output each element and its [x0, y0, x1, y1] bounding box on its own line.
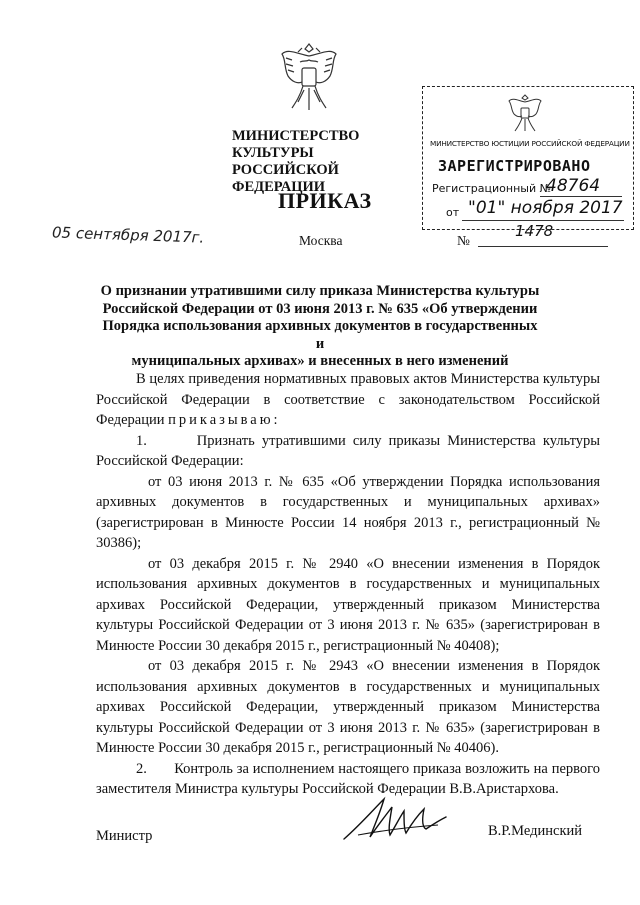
stamp-date-underline [462, 220, 624, 221]
paragraph-item-2: 2. Контроль за исполнением настоящего приказа возложить на первого заместителя Министра культуры Российской Федерации В.В.Аристархова. [96, 760, 600, 797]
document-type: ПРИКАЗ [278, 188, 372, 213]
stamp-date: "01" ноября 2017 [468, 198, 623, 218]
number-label: № [457, 233, 470, 248]
title-line-3: Порядка использования архивных документов в государственных и [102, 318, 538, 352]
stamp-number-label: Регистрационный № [432, 182, 552, 195]
paragraph-order-2940: от 03 декабря 2015 г. № 2940 «О внесении изменения в Порядок использования архивных документов в государственных и муниципальных архивах Российской Федерации, утвержденный приказом Министерства культуры Российской Федерации от 3 июня 2013 г. № 635» (зарегистрирован в Минюсте России 30 декабря 2015 г., регистрационный № 40408); [96, 555, 600, 654]
stamp-number-underline [540, 196, 622, 197]
stamp-date-prefix: от [446, 206, 460, 219]
signature-icon [340, 795, 450, 845]
coat-of-arms-icon [278, 38, 340, 118]
signatory-name: В.Р.Мединский [488, 823, 583, 839]
number-underline [478, 246, 608, 247]
stamp-coat-of-arms-icon [507, 92, 543, 134]
ministry-line-2: РОССИЙСКОЙ ФЕДЕРАЦИИ [232, 162, 339, 195]
document-body [96, 369, 600, 800]
paragraph-preamble [96, 369, 600, 431]
paragraph-item-1: 1. Признать утратившими силу приказы Министерства культуры Российской Федерации: [96, 432, 600, 469]
preamble-order-word: приказываю: [168, 412, 281, 428]
city: Москва [299, 233, 343, 248]
paragraph-order-635: от 03 июня 2013 г. № 635 «Об утверждении Порядка использования архивных документов в государственных и муниципальных архивах» (зарегистрирован в Минюсте России 14 ноября 2013 г., регистрационный № 30386); [96, 473, 600, 551]
stamp-header: МИНИСТЕРСТВО ЮСТИЦИИ РОССИЙСКОЙ ФЕДЕРАЦИИ [430, 139, 630, 148]
ministry-name [232, 128, 422, 196]
preamble-text: В целях приведения нормативных правовых актов Министерства культуры Российской Федерации в соответствие с законодательством Российской Федерации [96, 371, 600, 428]
title-line-2: Российской Федерации от 03 июня 2013 г. № 635 «Об утверждении [102, 300, 538, 317]
ministry-line-1: МИНИСТЕРСТВО КУЛЬТУРЫ [232, 128, 360, 161]
paragraph-order-2943: от 03 декабря 2015 г. № 2943 «О внесении изменения в Порядок использования архивных документов в государственных и муниципальных архивах Российской Федерации, утвержденный приказом Министерства культуры Российской Федерации от 3 июня 2013 г. № 635» (зарегистрирован в Минюсте России 30 декабря 2015 г., регистрационный № 40406). [96, 658, 600, 756]
stamp-number: 48764 [546, 176, 601, 196]
title-line-4: муниципальных архивах» и внесенных в него изменений [131, 353, 509, 369]
document-title [100, 283, 540, 371]
handwritten-number: 1478 [515, 222, 554, 240]
handwritten-date: 05 сентября 2017г. [51, 223, 205, 247]
title-line-1: О признании утратившими силу приказа Министерства культуры [100, 283, 540, 299]
signatory-position: Министр [96, 828, 153, 844]
stamp-registered: ЗАРЕГИСТРИРОВАНО [438, 157, 591, 175]
